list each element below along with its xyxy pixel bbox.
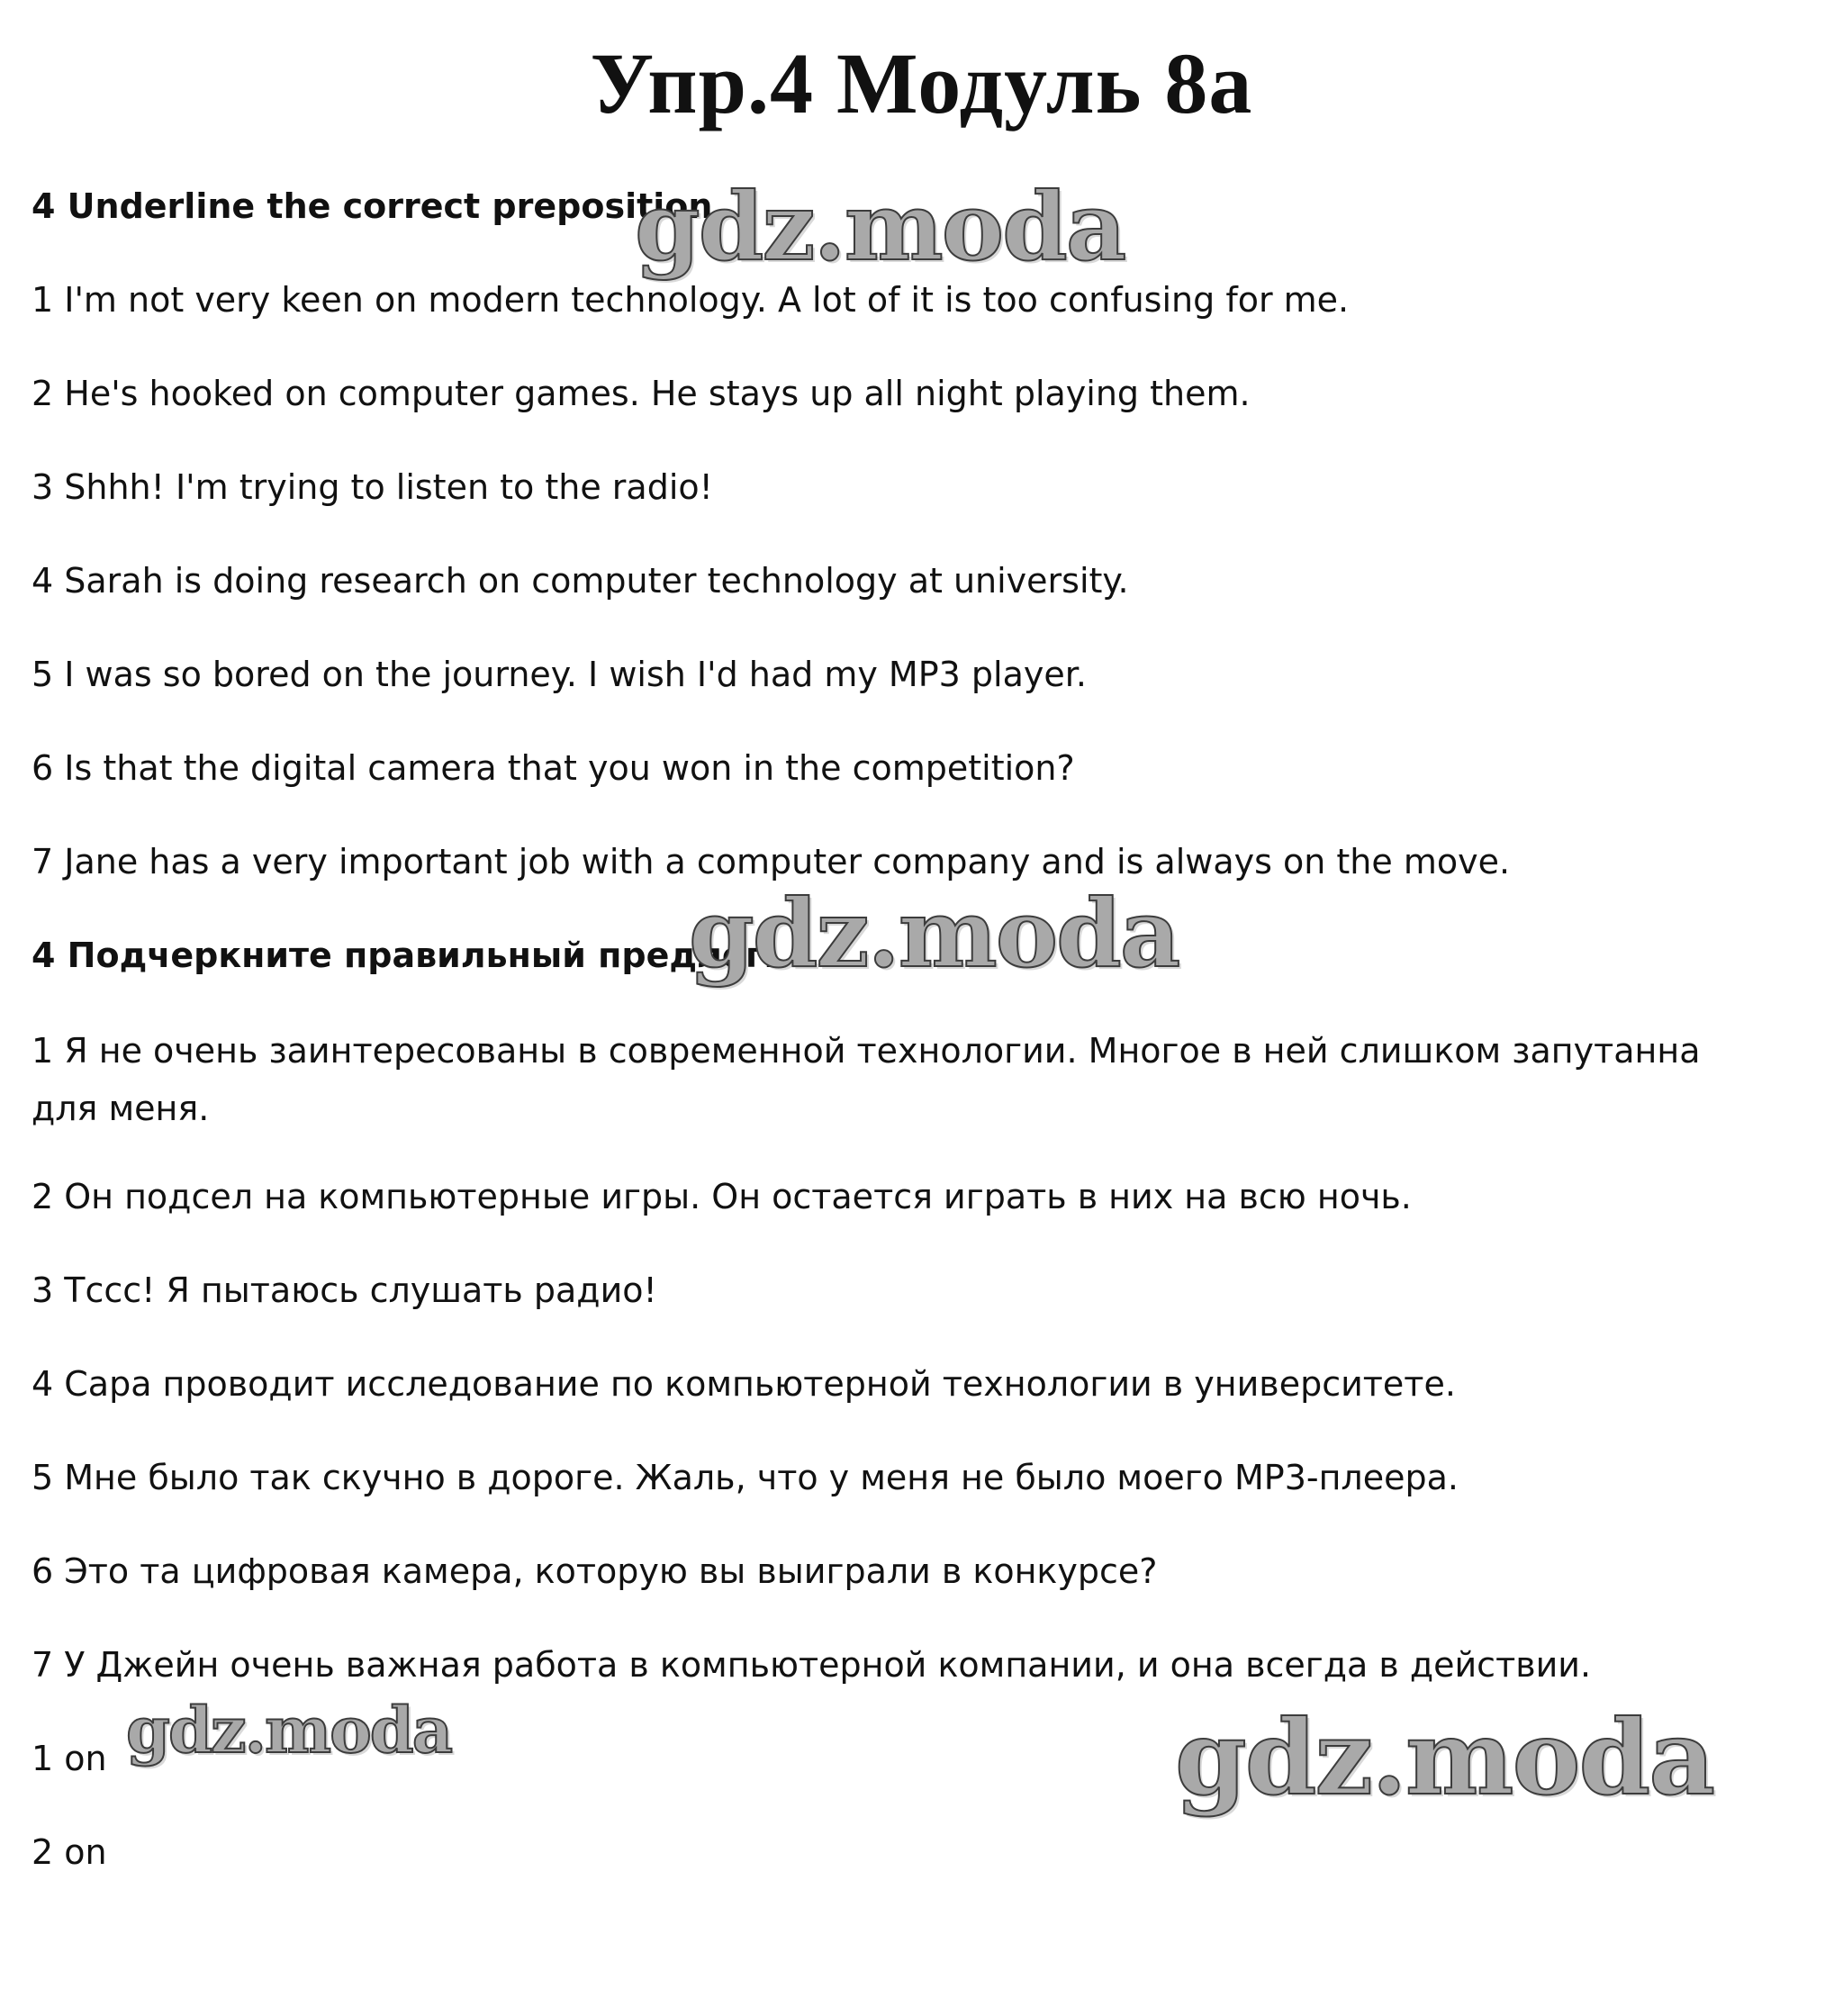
english-item-5: 5 I was so bored on the journey. I wish I'd had my MP3 player. [32, 655, 1087, 694]
english-item-2: 2 He's hooked on computer games. He stays up all night playing them. [32, 374, 1251, 413]
russian-item-7: 7 У Джейн очень важная работа в компьютерной компании, и она всегда в действии. [32, 1645, 1592, 1685]
watermark-logo: gdz.moda [689, 878, 1179, 989]
russian-item-5: 5 Мне было так скучно в дороге. Жаль, что у меня не было моего MP3-плеера. [32, 1458, 1459, 1497]
watermark-logo: gdz.moda [635, 171, 1125, 282]
russian-item-3: 3 Тссс! Я пытаюсь слушать радио! [32, 1270, 657, 1310]
english-item-4: 4 Sarah is doing research on computer technology at university. [32, 561, 1129, 601]
russian-item-6: 6 Это та цифровая камера, которую вы выиграли в конкурсе? [32, 1551, 1158, 1591]
russian-heading: 4 Подчеркните правильный предлог. [32, 936, 777, 975]
english-item-3: 3 Shhh! I'm trying to listen to the radio! [32, 467, 713, 507]
page-title: Упр.4 Модуль 8a [590, 35, 1253, 131]
answer-1: 1 on [32, 1739, 107, 1778]
watermark-logo: gdz.moda [1175, 1697, 1714, 1818]
answer-2: 2 on [32, 1832, 107, 1872]
english-item-6: 6 Is that the digital camera that you won in the competition? [32, 748, 1075, 788]
english-heading: 4 Underline the correct preposition. [32, 186, 726, 226]
watermark-logo: gdz.moda [126, 1693, 452, 1767]
english-item-1: 1 I'm not very keen on modern technology. A lot of it is too confusing for me. [32, 280, 1350, 320]
russian-item-2: 2 Он подсел на компьютерные игры. Он остается играть в них на всю ночь. [32, 1177, 1412, 1216]
english-item-7: 7 Jane has a very important job with a computer company and is always on the move. [32, 842, 1511, 881]
russian-item-1: 1 Я не очень заинтересованы в современной технологии. Многое в ней слишком запутанна для меня. [32, 1031, 1701, 1128]
russian-item-4: 4 Сара проводит исследование по компьютерной технологии в университете. [32, 1364, 1456, 1404]
